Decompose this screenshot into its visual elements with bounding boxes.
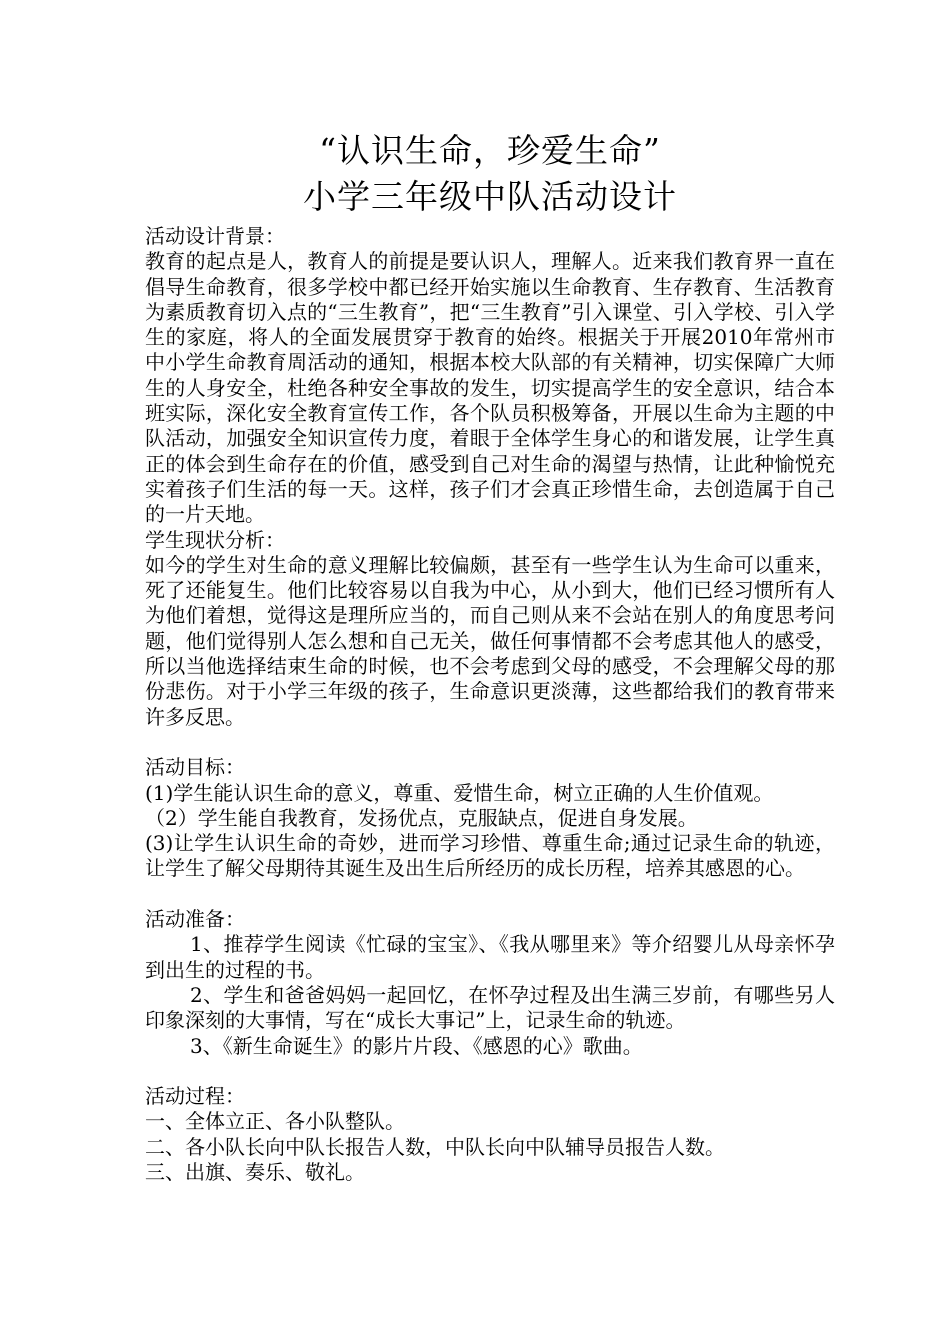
spacer xyxy=(145,1059,835,1084)
preparation-heading: 活动准备： xyxy=(145,907,245,932)
title-line-2: 小学三年级中队活动设计 xyxy=(303,177,677,216)
analysis-text: 如今的学生对生命的意义理解比较偏颇，甚至有一些学生认为生命可以重来，死了还能复生。他们比较容易以自我为中心，从小到大，他们已经习惯所有人为他们着想，觉得这是理所应当的，而自己则从来不会站在别人的角度思考问题，他们觉得别人怎么想和自己无关，做任何事情都不会考虑其他人的感受，所以当他选择结束生命的时候，也不会考虑到父母的感受，不会理解父母的那份悲伤。对于小学三年级的孩子，生命意识更淡薄，这些都给我们的教育带来许多反思。 xyxy=(145,552,835,729)
goal-item-2: （2）学生能自我教育，发扬优点，克服缺点，促进自身发展。 xyxy=(145,805,698,830)
process-item-1: 一、全体立正、各小队整队。 xyxy=(145,1109,405,1134)
spacer xyxy=(145,882,835,907)
preparation-item-1: 1、推荐学生阅读《忙碌的宝宝》、《我从哪里来》等介绍婴儿从母亲怀孕到出生的过程的书。 xyxy=(145,932,835,982)
background-heading: 活动设计背景： xyxy=(145,224,285,248)
process-item-2: 二、各小队长向中队长报告人数，中队长向中队辅导员报告人数。 xyxy=(145,1134,725,1159)
goals-heading: 活动目标： xyxy=(145,755,245,780)
analysis-heading: 学生现状分析： xyxy=(145,527,285,552)
spacer xyxy=(145,730,835,755)
background-text: 教育的起点是人，教育人的前提是要认识人，理解人。近来我们教育界一直在倡导生命教育，很多学校中都已经开始实施以生命教育、生存教育、生活教育为素质教育切入点的“三生教育”，把“三生教育”引入课堂、引入学校、引入学生的家庭，将人的全面发展贯穿于教育的始终。根据关于开展2010年常州市中小学生命教育周活动的通知，根据本校大队部的有关精神，切实保障广大师生的人身安全，杜绝各种安全事故的发生，切实提高学生的安全意识，结合本班实际，深化安全教育宣传工作，各个队员积极筹备，开展以生命为主题的中队活动，加强安全知识宣传力度，着眼于全体学生身心的和谐发展，让学生真正的体会到生命存在的价值，感受到自己对生命的渴望与热情，让此种愉悦充实着孩子们生活的每一天。这样，孩子们才会真正珍惜生命，去创造属于自己的一片天地。 xyxy=(145,249,835,527)
title-line-1: “认识生命，珍爱生命” xyxy=(319,131,661,170)
process-heading: 活动过程： xyxy=(145,1084,245,1109)
preparation-item-2: 2、学生和爸爸妈妈一起回忆，在怀孕过程及出生满三岁前，有哪些另人印象深刻的大事情，写在“成长大事记”上，记录生命的轨迹。 xyxy=(145,982,835,1033)
goal-item-1: (1)学生能认识生命的意义，尊重、爱惜生命，树立正确的人生价值观。 xyxy=(145,780,774,805)
preparation-item-3: 3、《新生命诞生》的影片片段、《感恩的心》歌曲。 xyxy=(190,1033,643,1058)
goal-item-3: (3)让学生认识生命的奇妙，进而学习珍惜、尊重生命;通过记录生命的轨迹，让学生了解父母期待其诞生及出生后所经历的成长历程，培养其感恩的心。 xyxy=(145,831,835,881)
process-item-3: 三、出旗、奏乐、敬礼。 xyxy=(145,1159,365,1184)
document-page xyxy=(145,128,835,1185)
